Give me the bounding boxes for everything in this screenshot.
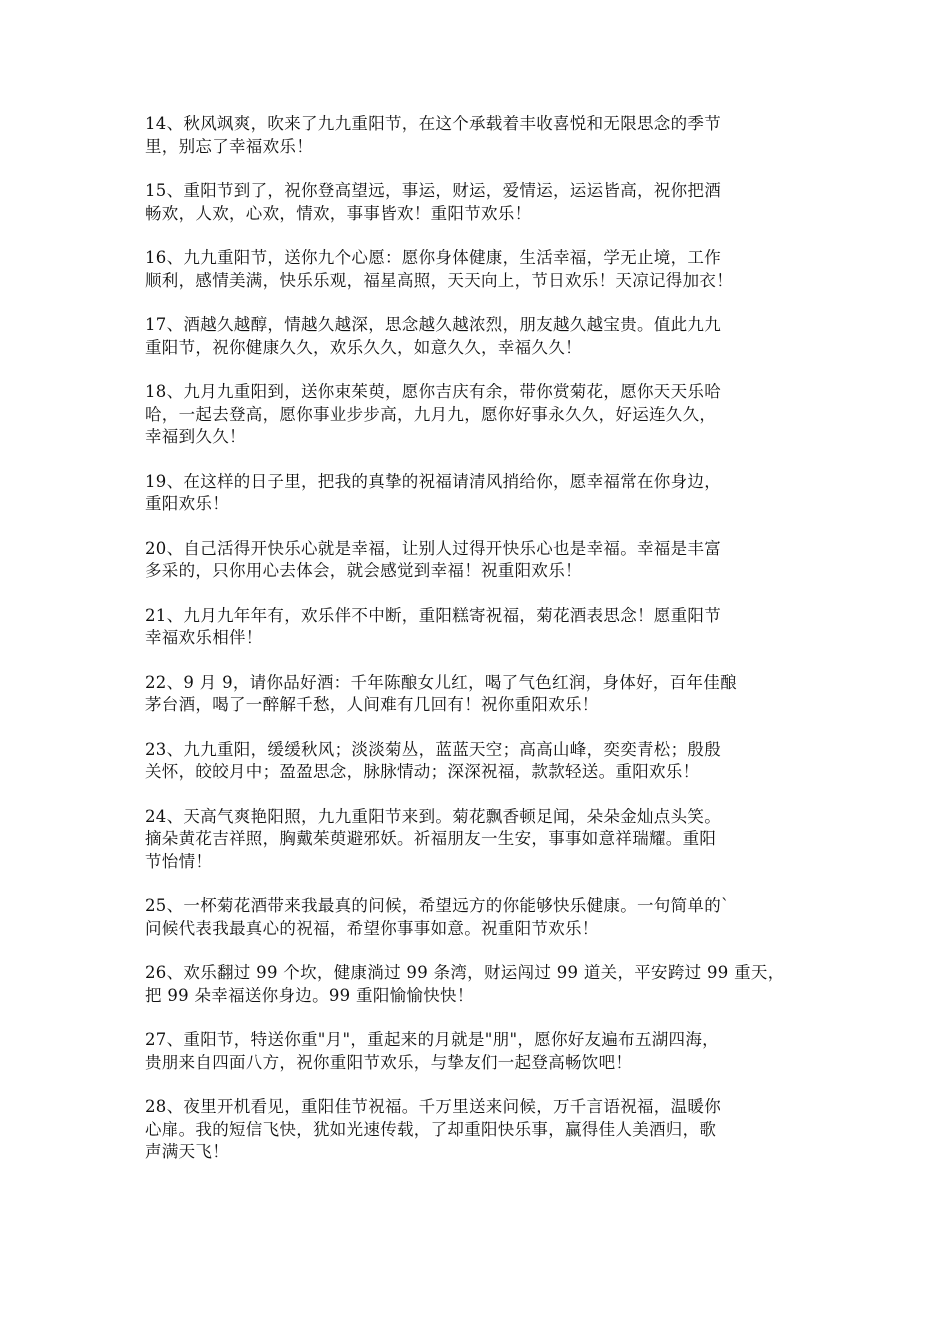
paragraph-16: 16、九九重阳节，送你九个心愿：愿你身体健康，生活幸福，学无止境，工作 顺利，感情美满，快乐乐观，福星高照，天天向上，节日欢乐！天凉记得加衣！ <box>145 248 733 290</box>
paragraph-23: 23、九九重阳，缓缓秋风；淡淡菊丛，蓝蓝天空；高高山峰，奕奕青松；殷殷 关怀，皎皎月中；盈盈思念，脉脉情动；深深祝福，款款轻送。重阳欢乐！ <box>145 739 721 781</box>
paragraph-14: 14、秋风飒爽，吹来了九九重阳节，在这个承载着丰收喜悦和无限思念的季节 里，别忘了幸福欢乐！ <box>145 114 721 156</box>
paragraph-15: 15、重阳节到了，祝你登高望远，事运，财运，爱情运，运运皆高，祝你把酒 畅欢，人欢，心欢，情欢，事事皆欢！重阳节欢乐！ <box>145 181 721 223</box>
paragraph-24: 24、天高气爽艳阳照，九九重阳节来到。菊花飘香顿足闻，朵朵金灿点头笑。 摘朵黄花吉祥照，胸戴茱萸避邪妖。祈福朋友一生安，事事如意祥瑞耀。重阳 节怡情！ <box>145 806 721 871</box>
paragraph-22: 22、9 月 9，请你品好酒：千年陈酿女儿红，喝了气色红润，身体好，百年佳酿 茅台酒，喝了一醉解千愁，人间难有几回有！祝你重阳欢乐！ <box>145 672 737 714</box>
paragraph-20: 20、自己活得开快乐心就是幸福，让别人过得开快乐心也是幸福。幸福是丰富 多采的，只你用心去体会，就会感觉到幸福！祝重阳欢乐！ <box>145 538 721 580</box>
document-body <box>145 113 825 1186</box>
paragraph-28: 28、夜里开机看见，重阳佳节祝福。千万里送来问候，万千言语祝福，温暖你 心扉。我的短信飞快，犹如光速传载，了却重阳快乐事，赢得佳人美酒归，歌 声满天飞！ <box>145 1097 721 1161</box>
paragraph-19: 19、在这样的日子里，把我的真挚的祝福请清风捎给你，愿幸福常在你身边， 重阳欢乐！ <box>145 471 721 513</box>
paragraph-21: 21、九月九年年有，欢乐伴不中断，重阳糕寄祝福，菊花酒表思念！愿重阳节 幸福欢乐相伴！ <box>145 605 721 647</box>
paragraph-26: 26、欢乐翻过 99 个坎，健康淌过 99 条湾，财运闯过 99 道关，平安跨过 99 重天， 把 99 朵幸福送你身边。99 重阳愉愉快快！ <box>145 963 785 1005</box>
paragraph-17: 17、酒越久越醇，情越久越深，思念越久越浓烈，朋友越久越宝贵。值此九九 重阳节，祝你健康久久，欢乐久久，如意久久，幸福久久！ <box>145 315 721 357</box>
paragraph-18: 18、九月九重阳到，送你束茱萸，愿你吉庆有余，带你赏菊花，愿你天天乐哈 哈，一起去登高，愿你事业步步高，九月九，愿你好事永久久，好运连久久， 幸福到久久！ <box>145 382 721 446</box>
paragraph-27: 27、重阳节，特送你重"月"，重起来的月就是"朋"，愿你好友遍布五湖四海， 贵朋来自四面八方，祝你重阳节欢乐，与挚友们一起登高畅饮吧！ <box>145 1030 719 1072</box>
paragraph-25: 25、一杯菊花酒带来我最真的问候，希望远方的你能够快乐健康。一句简单的` 问候代表我最真心的祝福，希望你事事如意。祝重阳节欢乐！ <box>145 896 730 938</box>
